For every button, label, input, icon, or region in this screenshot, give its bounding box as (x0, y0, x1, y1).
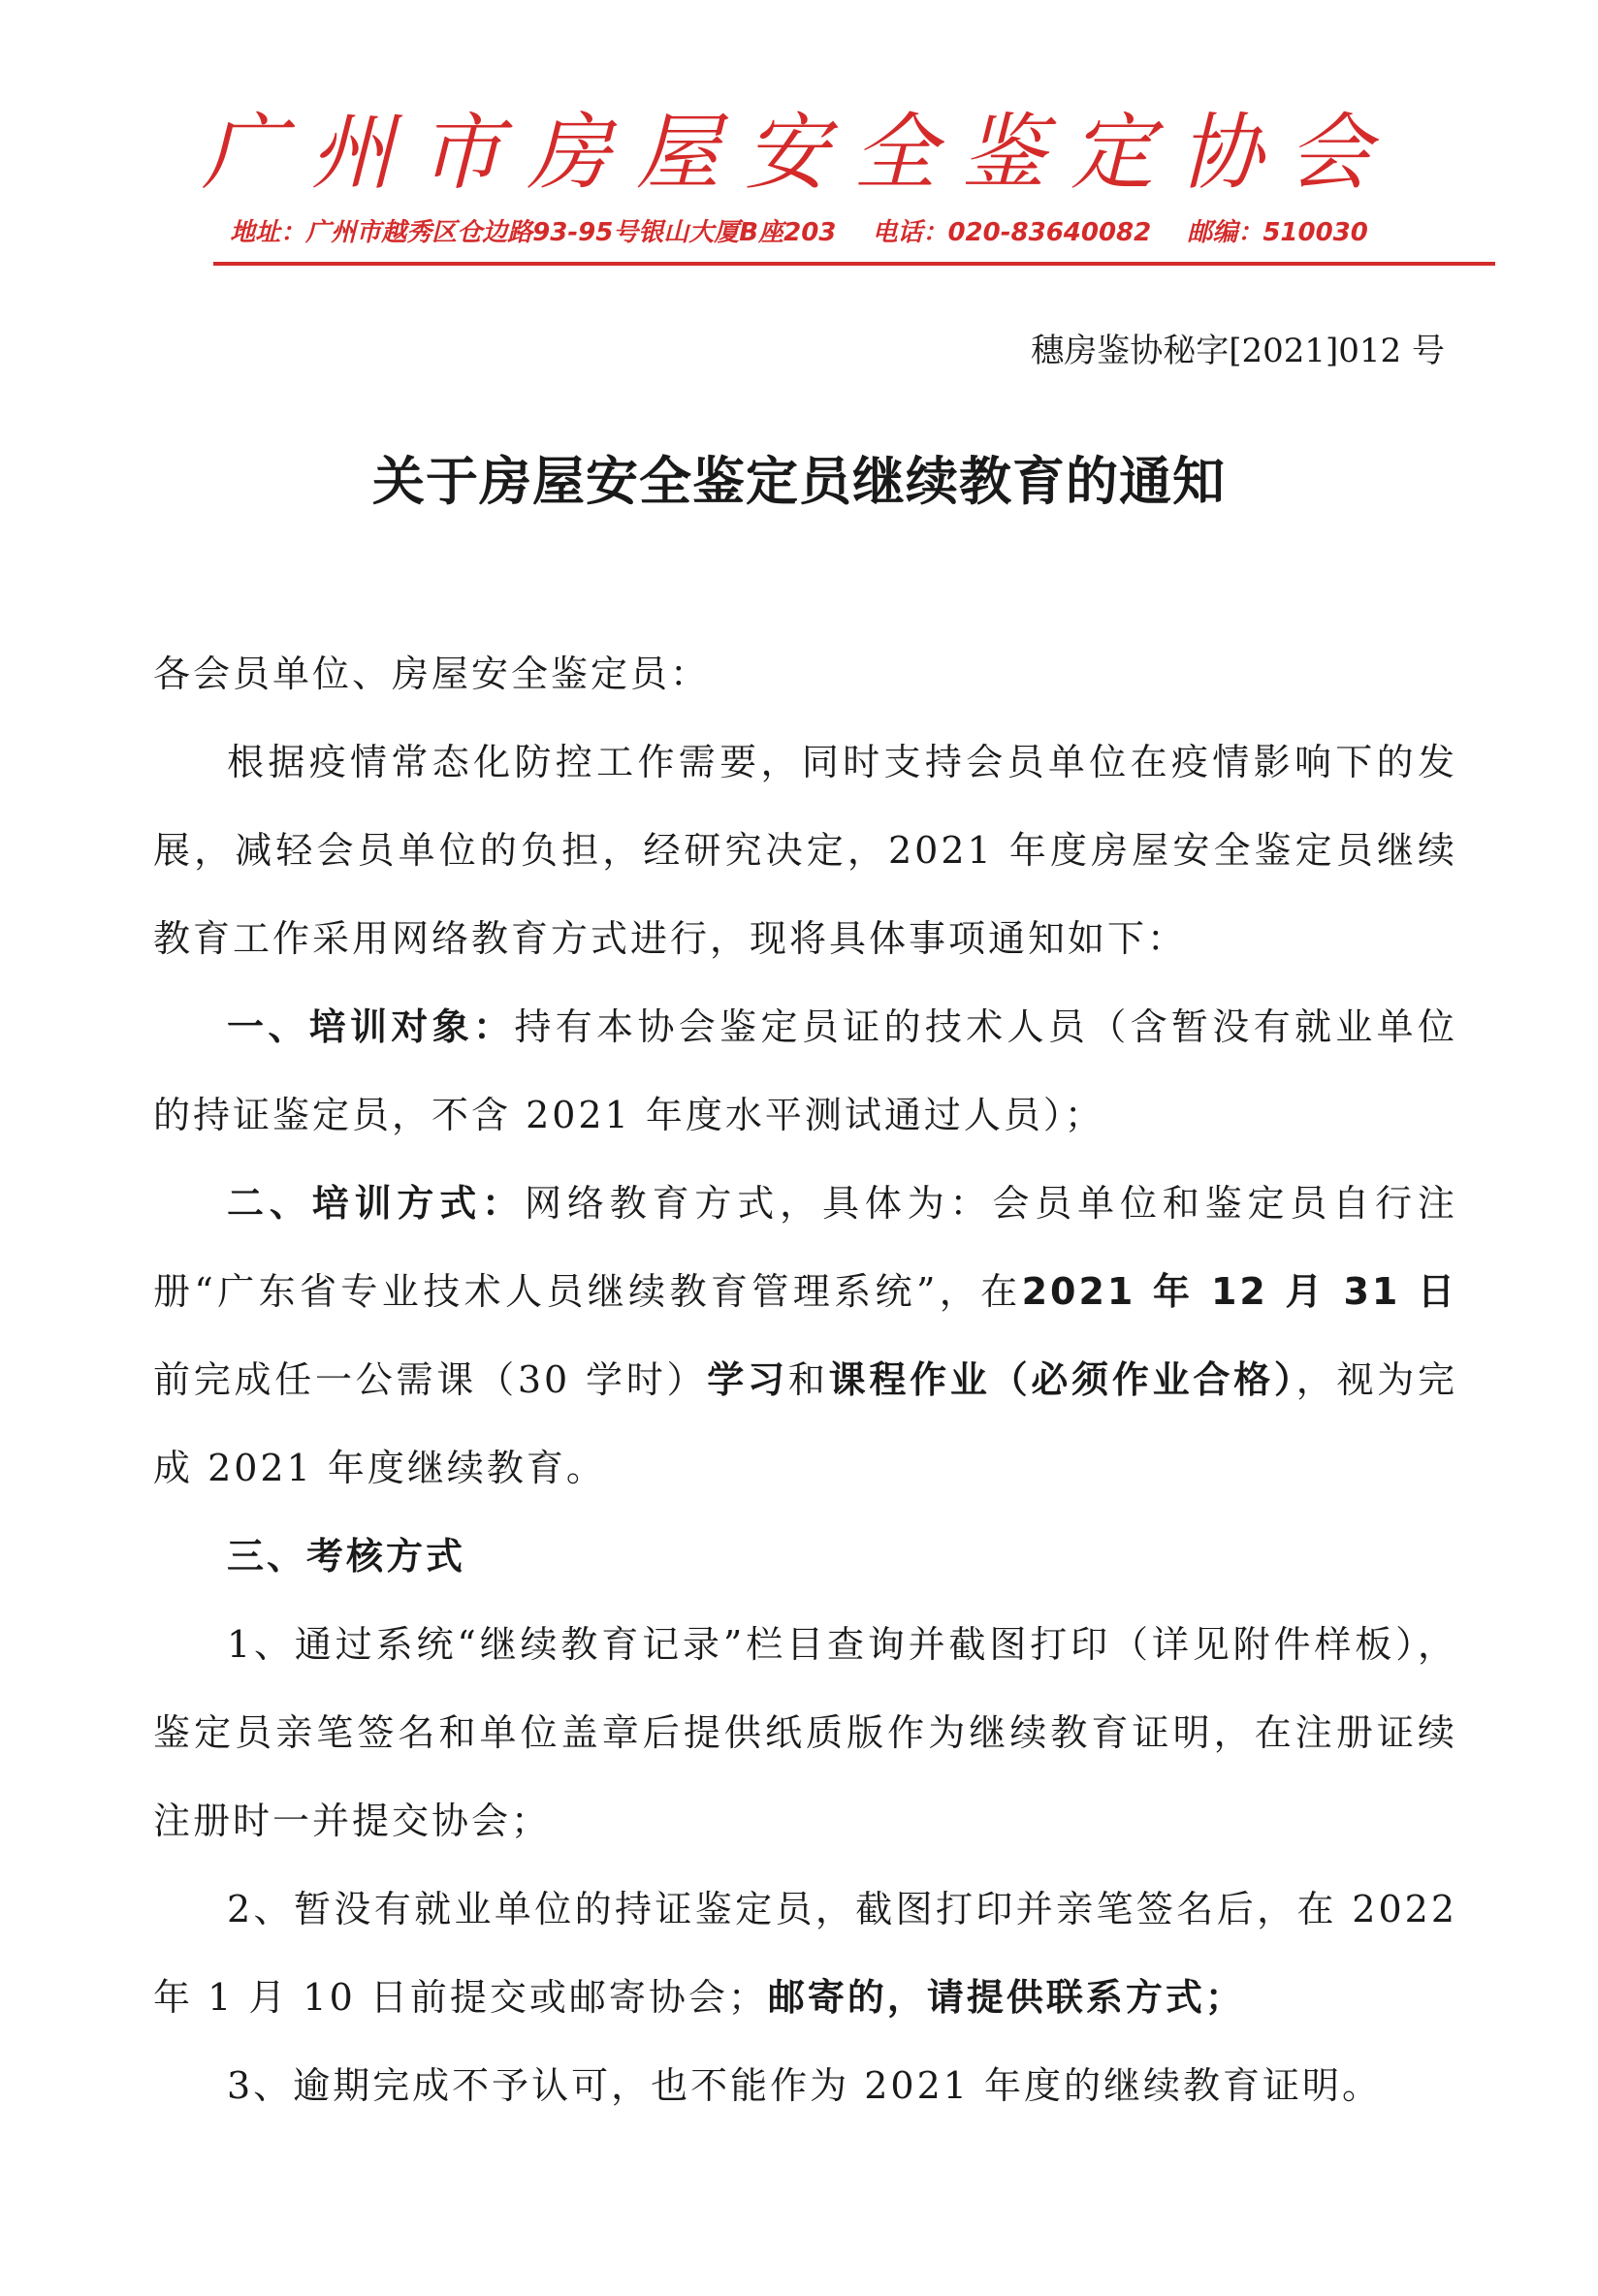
intro-paragraph: 根据疫情常态化防控工作需要，同时支持会员单位在疫情影响下的发展，减轻会员单位的负担，经研究决定，2021 年度房屋安全鉴定员继续教育工作采用网络教育方式进行，现将具体事项通知如下： (153, 741, 1457, 960)
document-body (153, 630, 1457, 2130)
section-2-and: 和 (787, 1358, 829, 1401)
salutation: 各会员单位、房屋安全鉴定员： (153, 653, 711, 695)
section-2-heading: 二、培训方式： (227, 1182, 525, 1225)
letterhead-divider (213, 262, 1495, 266)
letterhead-phone: 电话：020-83640082 (872, 218, 1152, 247)
section-1-text: 持有本协会鉴定员证的技术人员（含暂没有就业单位的持证鉴定员，不含 2021 年度水平测试通过人员）； (153, 1005, 1457, 1136)
section-2-paragraph (153, 1160, 1457, 1513)
section-1-paragraph (153, 983, 1457, 1160)
document-number: 穗房鉴协秘字[2021]012 号 (1031, 332, 1445, 370)
section-3-item-3: 3、逾期完成不予认可，也不能作为 2021 年度的继续教育证明。 (227, 2064, 1383, 2107)
section-1-heading: 一、培训对象： (227, 1005, 515, 1048)
letterhead-postcode: 邮编：510030 (1187, 218, 1368, 247)
section-3-item-2-bold: 邮寄的，请提供联系方式； (767, 1976, 1245, 2019)
section-3-heading-paragraph (153, 1513, 1457, 1601)
section-3-item-1: 1、通过系统“继续教育记录”栏目查询并截图打印（详见附件样板），鉴定员亲笔签名和单位盖章后提供纸质版作为继续教育证明，在注册证续注册时一并提交协会； (153, 1623, 1457, 1842)
section-2-text-a: 网络教育方式，具体为：会员单位和鉴定员自行注册“广东省专业技术人员继续教育管理系统”，在 (153, 1182, 1457, 1313)
section-2-homework: 课程作业（必须作业合格） (828, 1358, 1296, 1401)
section-3-heading: 三、考核方式 (227, 1535, 466, 1578)
document-title: 关于房屋安全鉴定员继续教育的通知 (372, 451, 1226, 512)
section-2-text-c: ，视为完成 2021 年度继续教育。 (153, 1358, 1457, 1489)
section-3-item-2 (153, 1866, 1457, 2042)
section-2-study: 学习 (707, 1358, 788, 1401)
letterhead-address: 地址：广州市越秀区仓边路93-95号银山大厦B座203 (230, 218, 837, 247)
letterhead-org-name: 广州市房屋安全鉴定协会 (202, 105, 1396, 202)
section-2-text-b: 前完成任一公需课（30 学时） (153, 1358, 708, 1401)
section-2-deadline: 2021 年 12 月 31 日 (1021, 1270, 1458, 1313)
letterhead-contact (0, 215, 1598, 250)
section-3-item-2-text: 2、暂没有就业单位的持证鉴定员，截图打印并亲笔签名后，在 2022 年 1 月 10 日前提交或邮寄协会； (153, 1888, 1457, 2019)
